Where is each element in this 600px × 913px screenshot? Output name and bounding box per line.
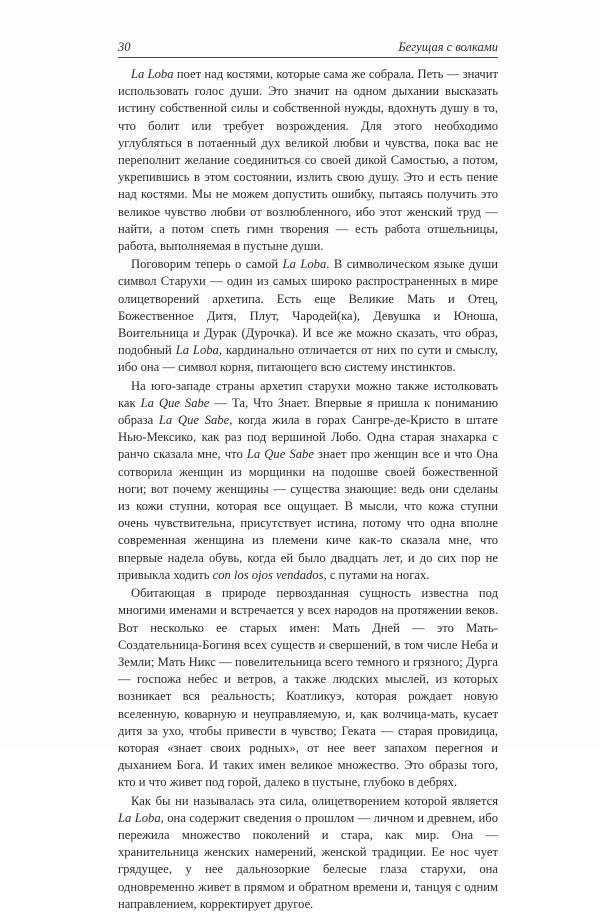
- italic-term: con los ojos vendados: [212, 567, 324, 582]
- paragraph: [118, 378, 498, 584]
- page-number: 30: [118, 40, 131, 54]
- paragraph: [118, 793, 498, 913]
- paragraph: [118, 256, 498, 376]
- text-run: знает про женщин все и что Она сотворила женщин из морщинки на подошве своей божественной ноги; вот почему женщины — существа знающие: ведь они сделаны из кожи ступни, которая все ощущает. В мысли, что кожа ступни очень чувствительна, присутствует истина, потому что одна вполне современная женщина из племени киче как-то сказала мне, что впервые надела обувь, когда ей было двадцать лет, и до сих пор не привыкла ходить: [118, 447, 498, 582]
- text-run: , с путами на ногах.: [323, 567, 430, 582]
- text-run: — Та, Что Знает. Впервые я пришла к пониманию образа: [118, 395, 498, 428]
- paragraph: [118, 66, 498, 255]
- text-run: , она содержит сведения о прошлом — личном и древнем, ибо пережила множество поколений и стара, как мир. Она — хранительница женских намерений, женской традиции. Ее нос чует грядущее, у нее дальнозоркие белесые глаза старухи, она одновременно живет в прямом и обратном времени и, танцуя с одним направлением, корректирует другое.: [118, 810, 498, 911]
- italic-term: La Que Sabe: [140, 395, 210, 410]
- text-run: На юго-западе страны архетип старухи можно также истолковать как: [118, 378, 498, 410]
- running-title: Бегущая с волками: [398, 40, 498, 54]
- italic-term: La Loba: [175, 343, 219, 358]
- italic-term: La Loba: [118, 810, 161, 825]
- text-run: . В символическом языке души символ Старухи — один из самых широко распространенных в мире олицетворений архетипа. Есть еще Великие Мать и Отец, Божественное Дитя, Плут, Чародей(ка), Девушка и Юноша, Воительница и Дурак (Дурочка). И все же можно сказать, что образ, подобный: [118, 257, 498, 358]
- body-text: [118, 66, 498, 913]
- text-run: Как бы ни называлась эта сила, олицетворением которой является: [131, 793, 498, 808]
- text-run: , когда жила в горах Сангре-де-Кристо в штате Нью-Мексико, как раз под вершиной Лобо. Одна старая знахарка с ранчо сказала мне, что: [118, 413, 499, 462]
- italic-term: La Loba: [282, 257, 327, 272]
- italic-term: La Que Sabe: [158, 413, 230, 428]
- italic-term: La Que Sabe: [246, 447, 314, 462]
- page-header: [118, 40, 498, 56]
- header-rule: [118, 57, 498, 58]
- text-run: Поговорим теперь о самой: [131, 257, 283, 272]
- text-run: Обитающая в природе первозданная сущность известна под многими именами и встречается у всех народов на протяжении веков. Вот несколько ее старых имен: Мать Дней — это Мать-Создательница-Богиня всех существ и свершений, в том числе Неба и Земли; Мать Никс — повелительница всего темного и грязного; Дурга — госпожа небес и ветров, а также людских мыслей, из которых возникает вся реальность; Коатликуэ, которая рождает новую вселенную, коварную и неуправляемую, и, как волчица-мать, кусает дитя за ухо, чтобы привести в чувство; Геката — старая провидица, которая «знает своих родных», от нее веет запахом перегноя и дыханием Бога. И таких имен великое множество. Это образы того, кто и что живет под горой, далеко в пустыне, глубоко в дебрях.: [118, 586, 498, 790]
- paragraph: [118, 585, 498, 791]
- text-run: поет над костями, которые сама же собрала. Петь — значит использовать голос души. Это значит на одном дыхании высказать истину собственной силы и собственной нужды, вдохнуть душу в то, что болит или требует возрождения. Для этого необходимо углубляться в потаенный дух великой любви и чувства, пока вас не переполнит желание соединиться со своей дикой Самостью, а потом, укрепившись в этом состоянии, излить свою душу. Это и есть пение над костями. Мы не можем допустить ошибку, пытаясь получить это великое чувство любви от возлюбленного, ибо этот женский труд — найти, а потом спеть гимн творения — есть работа отшельницы, работа, выполняемая в пустыне души.: [118, 67, 498, 254]
- italic-term: La Loba: [131, 67, 174, 81]
- text-run: , кардинально отличается от них по сути и смыслу, ибо она — символ корня, питающего всю систему инстинктов.: [118, 343, 499, 375]
